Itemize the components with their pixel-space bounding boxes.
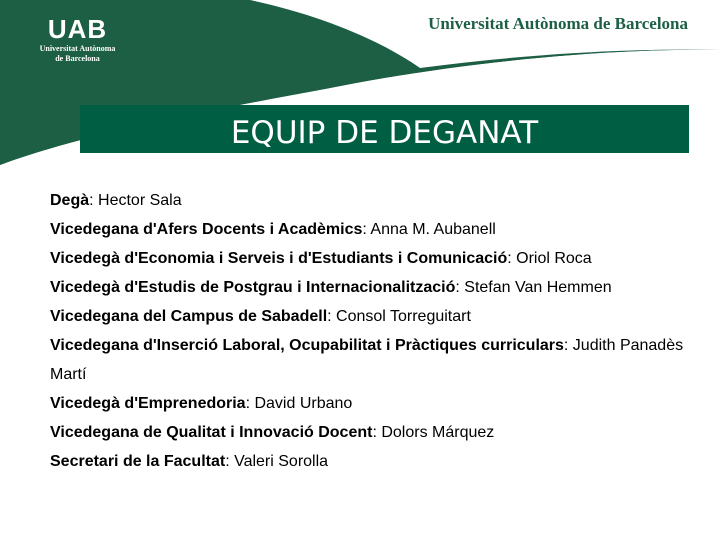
page-title: EQUIP DE DEGANAT — [230, 115, 539, 151]
member-row: Secretari de la Facultat: Valeri Sorolla — [50, 453, 329, 470]
member-name: Valeri Sorolla — [234, 453, 329, 470]
member-row: Vicedegà d'Estudis de Postgrau i Internacionalització: Stefan Van Hemmen — [50, 279, 612, 296]
member-name: David Urbano — [254, 395, 353, 412]
member-row: Vicedegà d'Emprenedoria: David Urbano — [50, 395, 353, 412]
member-name: Judith Panadès Martí — [50, 337, 684, 383]
uab-logo — [30, 14, 125, 64]
member-role: Vicedegà d'Estudis de Postgrau i Internacionalització — [50, 279, 456, 296]
member-role: Degà — [50, 192, 90, 209]
member-role: Vicedegana d'Inserció Laboral, Ocupabilitat i Pràctiques curriculars — [50, 337, 564, 354]
member-role: Secretari de la Facultat — [50, 453, 226, 470]
member-name: Dolors Márquez — [381, 424, 495, 441]
member-row: Vicedegà d'Economia i Serveis i d'Estudiants i Comunicació: Oriol Roca — [50, 250, 592, 267]
member-role: Vicedegana del Campus de Sabadell — [50, 308, 328, 325]
member-row: Vicedegana del Campus de Sabadell: Consol Torreguitart — [50, 308, 471, 325]
member-row: Vicedegana d'Inserció Laboral, Ocupabilitat i Pràctiques curriculars: Judith Panadès Martí — [50, 337, 684, 383]
member-name: Stefan Van Hemmen — [464, 279, 612, 296]
member-role: Vicedegà d'Emprenedoria — [50, 395, 246, 412]
logo-line-1: Universitat Autònoma — [39, 44, 116, 53]
member-row: Vicedegana de Qualitat i Innovació Docent: Dolors Márquez — [50, 424, 495, 441]
member-row: Degà: Hector Sala — [50, 192, 182, 209]
title-bar — [80, 105, 689, 153]
member-row: Vicedegana d'Afers Docents i Acadèmics: Anna M. Aubanell — [50, 221, 496, 238]
member-name: Anna M. Aubanell — [370, 221, 496, 238]
logo-line-2: de Barcelona — [55, 54, 100, 63]
member-role: Vicedegà d'Economia i Serveis i d'Estudiants i Comunicació — [50, 250, 508, 267]
member-role: Vicedegana d'Afers Docents i Acadèmics — [50, 221, 363, 238]
university-name: Universitat Autònoma de Barcelona — [428, 14, 688, 33]
member-name: Consol Torreguitart — [336, 308, 471, 325]
member-name: Oriol Roca — [516, 250, 592, 267]
member-role: Vicedegana de Qualitat i Innovació Docent — [50, 424, 373, 441]
member-name: Hector Sala — [98, 192, 182, 209]
members-list — [50, 186, 690, 476]
logo-mark: UAB — [47, 14, 108, 44]
